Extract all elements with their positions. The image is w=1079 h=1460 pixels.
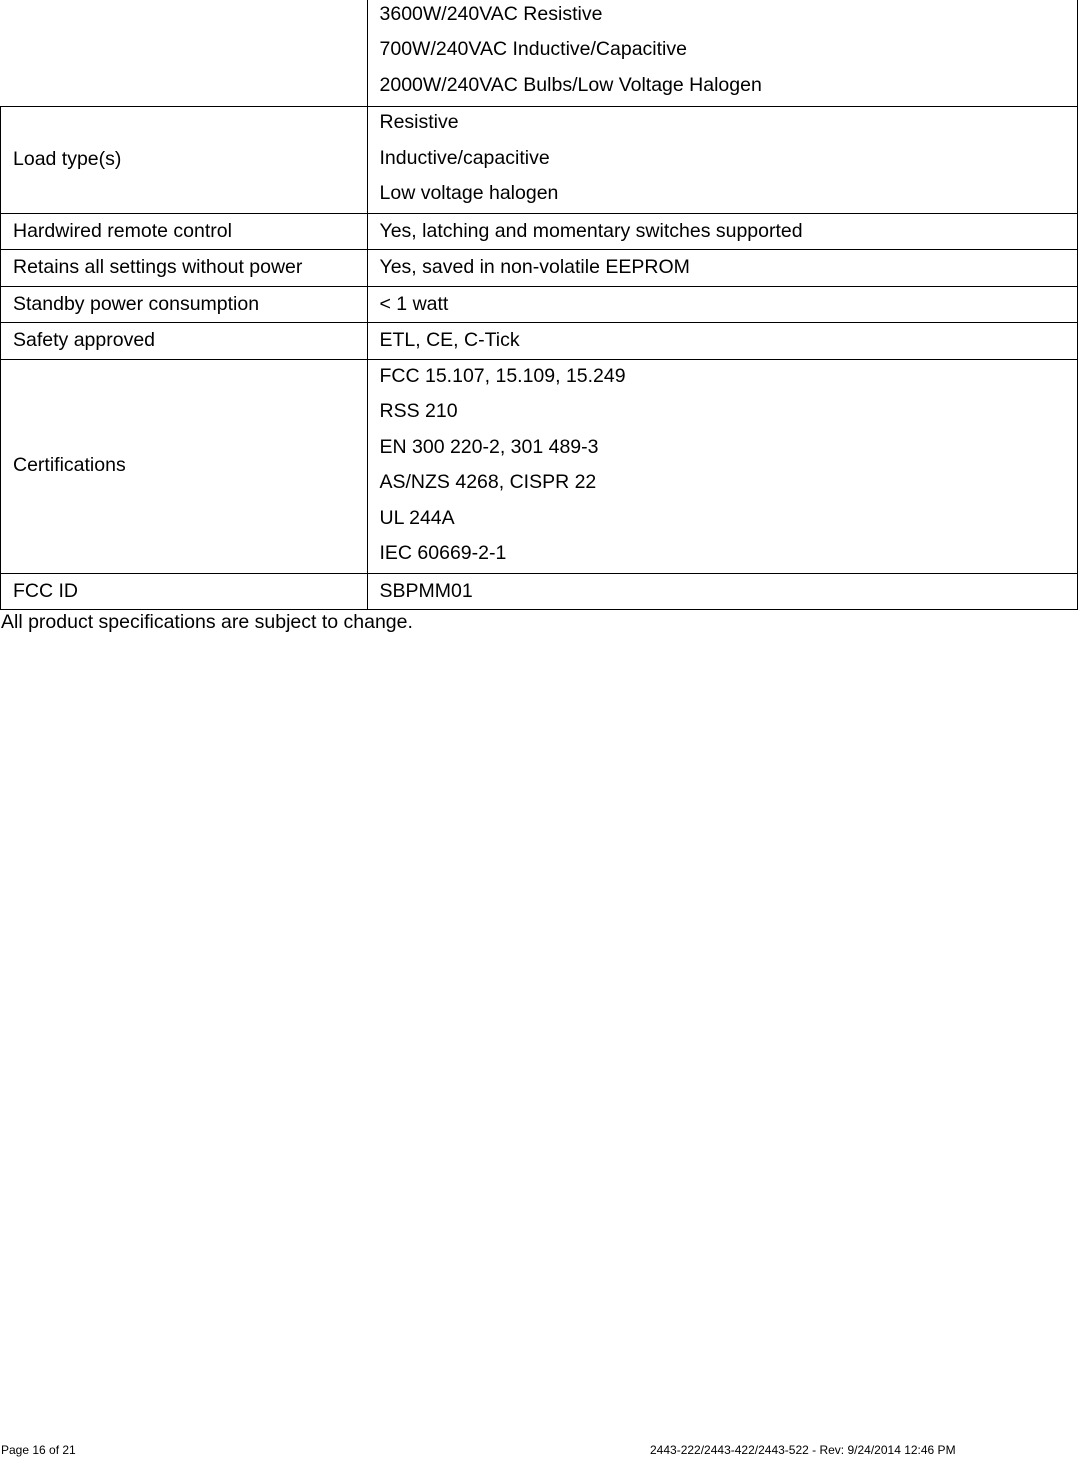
row-value: [367, 250, 1078, 287]
row-value: [367, 286, 1078, 323]
row-label: Certifications: [1, 359, 368, 573]
specifications-table: [0, 0, 1078, 610]
value-line: EN 300 220-2, 301 489-3: [379, 435, 599, 458]
value-line: 3600W/240VAC Resistive: [379, 2, 603, 25]
table-row: [1, 323, 1078, 360]
value-line: 700W/240VAC Inductive/Capacitive: [379, 38, 687, 60]
value-line: < 1 watt: [379, 292, 449, 315]
row-value: [367, 573, 1078, 610]
value-line: Resistive: [379, 111, 459, 134]
row-label: Standby power consumption: [1, 286, 368, 323]
value-line: UL 244A: [379, 506, 455, 529]
row-label: FCC ID: [1, 573, 368, 610]
value-line: Yes, latching and momentary switches supported: [379, 219, 803, 242]
value-line: Low voltage halogen: [379, 182, 559, 205]
value-line: ETL, CE, C-Tick: [379, 329, 520, 351]
table-row: [1, 286, 1078, 323]
value-line: RSS 210: [379, 400, 458, 422]
row-value: [367, 0, 1078, 106]
row-value: [367, 323, 1078, 360]
row-value: [367, 359, 1078, 573]
row-value: [367, 213, 1078, 250]
row-label: Safety approved: [1, 323, 368, 360]
value-line: Inductive/capacitive: [379, 146, 550, 169]
row-label: Load type(s): [1, 106, 368, 213]
table-row: [1, 106, 1078, 213]
disclaimer-note: All product specifications are subject to change.: [1, 611, 413, 633]
row-value: [367, 106, 1078, 213]
value-line: IEC 60669-2-1: [379, 542, 507, 564]
table-row: [1, 250, 1078, 287]
page-number: Page 16 of 21: [1, 1443, 76, 1457]
row-label: Retains all settings without power: [1, 250, 368, 287]
table-row: [1, 0, 1078, 106]
table-row: [1, 359, 1078, 573]
value-line: SBPMM01: [379, 579, 473, 602]
value-line: FCC 15.107, 15.109, 15.249: [379, 364, 626, 387]
table-row: [1, 213, 1078, 250]
table-row: [1, 573, 1078, 610]
row-label: Hardwired remote control: [1, 213, 368, 250]
value-line: AS/NZS 4268, CISPR 22: [379, 471, 597, 493]
row-label: [1, 0, 368, 106]
value-line: 2000W/240VAC Bulbs/Low Voltage Halogen: [379, 73, 762, 96]
value-line: Yes, saved in non-volatile EEPROM: [379, 256, 690, 278]
document-revision: 2443-222/2443-422/2443-522 - Rev: 9/24/2014 12:46 PM: [650, 1443, 956, 1457]
